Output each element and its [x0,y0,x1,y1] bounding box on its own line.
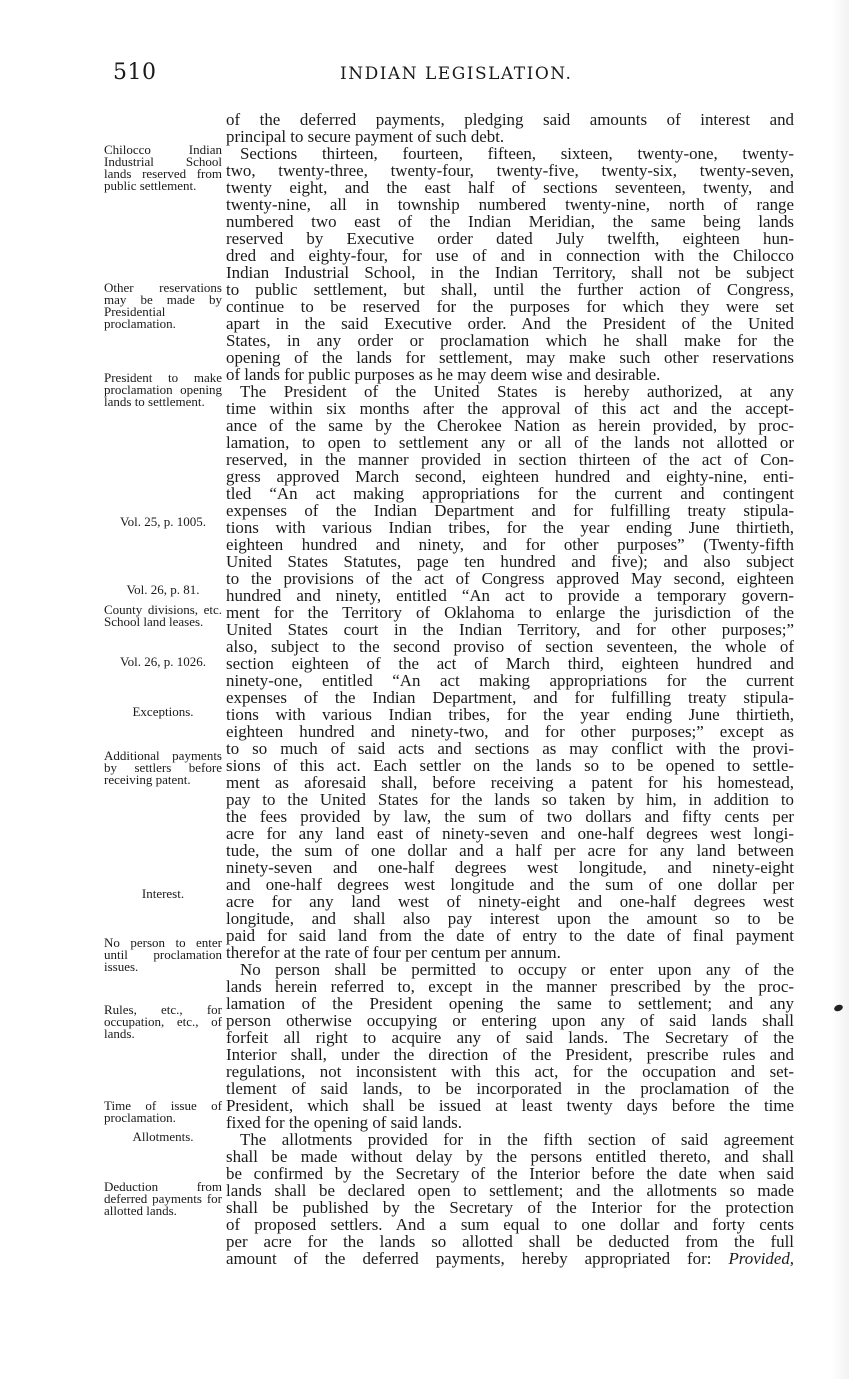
margin-note-vol-26-p1026: Vol. 26, p. 1026. [119,654,207,669]
body-line: and one-half degrees west longitude and the sum of one dollar per [226,875,794,894]
margin-note-exceptions: Exceptions. [132,704,194,719]
body-line: tions with various Indian tribes, for the year ending June thirtieth, [226,518,794,537]
body-line: tled “An act making appropriations for the current and contingent [226,484,794,503]
body-line-final [226,1250,794,1267]
margin-note-president-proclamation: President to make proclamation opening lands to settlement. [104,370,222,409]
body-line: apart in the said Executive order. And the President of the United [226,314,794,333]
body-line: two, twenty-three, twenty-four, twenty-five, twenty-six, twenty-seven, [226,161,794,180]
margin-note-county-divisions: County divisions, etc. School land leases. [104,602,222,629]
body-line: United States Statutes, page ten hundred and five); and also subject [226,552,794,571]
body-line: twenty-nine, all in township numbered twenty-nine, north of range [226,195,794,214]
body-line: lamation of the President opening the same to settlement; and any [226,994,794,1013]
margin-note-other-reservations: Other reservations may be made by Presidential proclamation. [104,280,222,331]
body-line: eighteen hundred and ninety, and for other purposes” (Twenty-fifth [226,535,794,554]
body-line: opening of the lands for settlement, may make such other reservations [226,348,794,367]
body-line: numbered two east of the Indian Meridian, the same being lands [226,212,794,231]
body-line: per acre for the lands so allotted shall be deducted from the full [226,1232,794,1251]
body-line: expenses of the Indian Department, and for fulfilling treaty stipula- [226,688,794,707]
body-line: person otherwise occupying or entering upon any of said lands shall [226,1011,794,1030]
body-line: ment for the Territory of Oklahoma to enlarge the jurisdiction of the [226,603,794,622]
margin-note-no-person: No person to enter until proclamation issues. [104,935,222,974]
final-line-italic: Provided, [728,1249,794,1268]
body-line: expenses of the Indian Department and for fulfilling treaty stipula- [226,501,794,520]
body-line: eighteen hundred and ninety-two, and for other purposes;” except as [226,722,794,741]
body-line: shall be made without delay by the persons entitled thereto, and shall [226,1147,794,1166]
body-line: tions with various Indian tribes, for the year ending June thirtieth, [226,705,794,724]
body-line: shall be published by the Secretary of the Interior for the protection [226,1198,794,1217]
body-line: of proposed settlers. And a sum equal to one dollar and forty cents [226,1215,794,1234]
margin-note-rules: Rules, etc., for occupation, etc., of lands. [104,1002,222,1041]
body-line: No person shall be permitted to occupy or enter upon any of the [240,960,794,979]
margin-note-vol-25: Vol. 25, p. 1005. [119,514,207,529]
body-line: continue to be reserved for the purposes for which they were set [226,297,794,316]
body-line: dred and eighty-four, for use of and in connection with the Chilocco [226,246,794,265]
running-head: INDIAN LEGISLATION. [340,64,573,84]
body-line: ment as aforesaid shall, before receiving a patent for his homestead, [226,773,794,792]
body-line: Interior shall, under the direction of the President, prescribe rules and [226,1045,794,1064]
body-line: reserved by Executive order dated July twelfth, eighteen hun- [226,229,794,248]
body-line: to public settlement, but shall, until the further action of Congress, [226,280,794,299]
body-line: tude, the sum of one dollar and a half per acre for any land between [226,841,794,860]
body-line: gress approved March second, eighteen hundred and eighty-nine, enti- [226,467,794,486]
body-line: of lands for public purposes as he may deem wise and desirable. [226,365,661,384]
body-line: lands shall be declared open to settlement; and the allotments so made [226,1181,794,1200]
body-line: tlement of said lands, to be incorporated in the proclamation of the [226,1079,794,1098]
body-line: forfeit all right to acquire any of said lands. The Secretary of the [226,1028,794,1047]
body-line: Indian Industrial School, in the Indian Territory, shall not be subject [226,263,794,282]
body-line: twenty eight, and the east half of sections seventeen, twenty, and [226,178,794,197]
page-edge-shadow [831,0,849,1379]
margin-note-deduction: Deduction from deferred payments for allotted lands. [104,1179,222,1218]
body-line: pay to the United States for the lands so taken by him, in addition to [226,790,794,809]
body-line: acre for any land east of ninety-seven and one-half degrees west longi- [226,824,794,843]
body-line: be confirmed by the Secretary of the Interior before the date when said [226,1164,794,1183]
body-line: lands herein referred to, except in the manner prescribed by the proc- [226,977,794,996]
body-line: longitude, and shall also pay interest upon the amount so to be [226,909,794,928]
body-line: lamation, to open to settlement any or all of the lands not allotted or [226,433,794,452]
body-line: to the provisions of the act of Congress approved May second, eighteen [226,569,794,588]
body-line: United States court in the Indian Territory, and for other purposes;” [226,620,794,639]
body-line: ninety-one, entitled “An act making appropriations for the current [226,671,794,690]
body-line: Sections thirteen, fourteen, fifteen, sixteen, twenty-one, twenty- [240,144,794,163]
margin-note-interest: Interest. [141,886,185,901]
margin-note-chilocco: Chilocco Indian Industrial School lands reserved from public settlement. [104,142,222,193]
body-line: sions of this act. Each settler on the lands so to be opened to settle- [226,756,794,775]
body-line: section eighteen of the act of March third, eighteen hundred and [226,654,794,673]
margin-note-allotments: Allotments. [132,1129,194,1144]
margin-note-additional-payments: Additional payments by settlers before receiving patent. [104,748,222,787]
final-line-text: amount of the deferred payments, hereby appropriated for: [226,1249,712,1268]
body-line: regulations, not inconsistent with this act, for the occupation and set- [226,1062,794,1081]
body-line: ance of the same by the Cherokee Nation as herein provided, by proc- [226,416,794,435]
body-line: hundred and ninety, entitled “An act to provide a temporary govern- [226,586,794,605]
body-line: also, subject to the second proviso of section seventeen, the whole of [226,637,794,656]
body-line: ninety-seven and one-half degrees west longitude, and ninety-eight [226,858,794,877]
margin-note-vol-26-p81: Vol. 26, p. 81. [126,582,200,597]
page-number: 510 [113,60,157,85]
body-line: to so much of said acts and sections as may conflict with the provi- [226,739,794,758]
body-line: paid for said land from the date of entry to the date of final payment [226,926,794,945]
body-line: time within six months after the approval of this act and the accept- [226,399,794,418]
body-line: the fees provided by law, the sum of two dollars and fifty cents per [226,807,794,826]
body-line: of the deferred payments, pledging said amounts of interest and [226,110,794,129]
body-line: acre for any land west of ninety-eight and one-half degrees west [226,892,794,911]
body-line: President, which shall be issued at least twenty days before the time [226,1096,794,1115]
body-line: fixed for the opening of said lands. [226,1113,462,1132]
body-line: States, in any order or proclamation which he shall make for the [226,331,794,350]
body-line: therefor at the rate of four per centum per annum. [226,943,561,962]
body-line: reserved, in the manner provided in section thirteen of the act of Con- [226,450,794,469]
body-line: The allotments provided for in the fifth section of said agreement [240,1130,794,1149]
margin-note-time-of-issue: Time of issue of proclamation. [104,1098,222,1125]
body-line: The President of the United States is hereby authorized, at any [240,382,794,401]
body-line: principal to secure payment of such debt. [226,127,505,146]
